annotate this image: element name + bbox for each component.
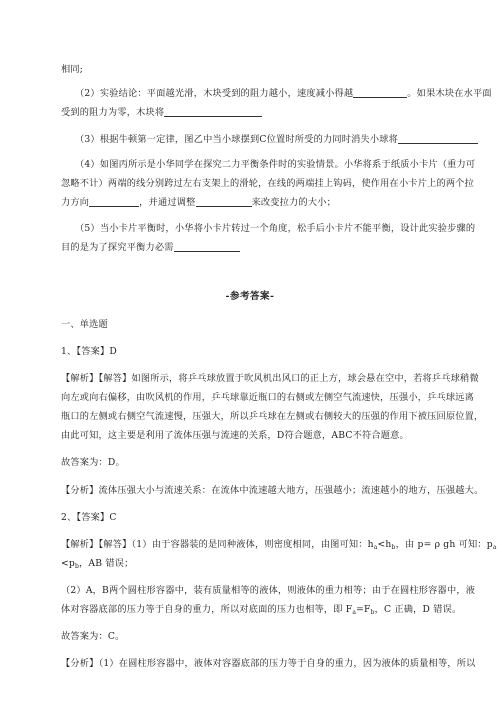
answer-1-conclusion: 故答案为：D。: [61, 457, 125, 468]
answer-blank[interactable]: [353, 86, 407, 98]
answer-1-line-3: 瓶口的左侧或右侧空气流速慢，压强大，所以乒乓球在左侧或右侧较大的压强的作用下被压回原位置，: [61, 411, 484, 422]
answer-1-line-2: 向左或向右偏移，由吹风机的作用，乒乓球靠近瓶口的右侧或左侧空气流速快，压强小，乒乓球远离: [61, 392, 475, 403]
question-3-text: （3）根据牛顿第一定律，图乙中当小球摆到C位置时所受的力同时消失小球将: [75, 134, 399, 145]
answer-blank[interactable]: [174, 240, 240, 252]
answer-2-analysis: 【分析】（1）在圆柱形容器中，液体对容器底部的压力等于自身的重力，因为液体的质量相等，所以: [61, 658, 476, 669]
subscript: a: [492, 544, 497, 551]
intro-line: 相同;: [61, 64, 84, 75]
answer-2-text-b: <h: [377, 539, 392, 550]
answer-blank[interactable]: [398, 132, 478, 144]
answer-blank[interactable]: [89, 195, 139, 207]
answer-1-analysis: 【分析】流体压强大小与流速关系：在流体中流速越大地方，压强越小；流速越小的地方，压强越大。: [61, 485, 484, 496]
question-2-text-c: 受到的阻力为零，木块将: [61, 107, 165, 118]
subscript: b: [391, 544, 396, 551]
answer-2-text-f: 体对容器底部的压力等于自身的重力，所以对底面的压力也相等，即 F: [61, 604, 353, 615]
answer-2-line-3: （2）A，B两个圆柱形容器中，装有质量相等的液体，则液体的重力相等；由于在圆柱形容器中，液: [61, 585, 476, 596]
answers-title: -参考答案-: [225, 291, 275, 302]
question-4-text-c: 来改变拉力的大小；: [251, 197, 336, 208]
answer-2-head: 2、【答案】C: [61, 512, 117, 523]
question-5-text: 目的是为了探究平衡力必需: [61, 242, 174, 253]
answer-2-text-e: ，AB 错误；: [79, 558, 134, 569]
answer-1-head: 1、【答案】D: [61, 346, 117, 357]
question-4-text-b: ，并通过调整: [139, 197, 196, 208]
question-2-line-2: [61, 103, 441, 122]
question-5-line-1: （5）当小卡片平衡时，小华将小卡片转过一个角度，松手后小卡片不能平衡，设计此实验步骤的: [75, 223, 476, 234]
question-4-line-1: （4）如图丙所示是小华同学在探究二力平衡条件时的实验情景。小华将系于纸质小卡片（重力可: [75, 159, 476, 170]
answer-blank[interactable]: [164, 105, 262, 117]
answer-2-text-h: ，C 正确，D 错误。: [374, 604, 462, 615]
subscript: a: [373, 544, 378, 551]
answer-2-line-4: [61, 600, 462, 622]
section-heading: 一、单选题: [61, 319, 108, 330]
answer-1-line-1: 【解析】【解答】如图所示，将乒乓球放置于吹风机出风口的正上方，球会悬在空中，若将乒乓球稍微: [61, 373, 479, 384]
question-4-text-a: 力方向: [61, 197, 90, 208]
question-2-text-b: 。如果木块在水平面: [407, 88, 492, 99]
answer-2-text-g: =F: [356, 604, 371, 615]
question-3-line-1: [75, 130, 455, 149]
question-5-line-2: [61, 238, 441, 257]
answer-1-line-4: 由此可知，这主要是利用了流体压强与流速的关系，D符合题意，ABC不符合题意。: [61, 430, 409, 441]
question-4-line-3: [61, 193, 441, 212]
answer-2-text-d: <p: [61, 558, 75, 569]
answer-blank[interactable]: [196, 195, 252, 207]
subscript: b: [74, 563, 80, 570]
answer-2-text-a: 【解析】【解答】（1）由于容器装的是同种液体，则密度相同，由图可知：h: [61, 539, 374, 550]
question-4-line-2: 忽略不计）两端的线分别跨过左右支架上的滑轮，在线的两端挂上钩码，使作用在小卡片上的两个拉: [61, 178, 475, 189]
question-2-line-1: [75, 84, 492, 103]
answer-2-text-c: ，由 p= ρ gh 可知：p: [395, 539, 493, 550]
answer-2-line-2: [61, 554, 441, 576]
answer-2-conclusion: 故答案为：C。: [61, 631, 125, 642]
question-2-text-a: （2）实验结论：平面越光滑，木块受到的阻力越小，速度减小得越: [75, 88, 354, 99]
subscript: a: [352, 609, 357, 616]
subscript: b: [370, 609, 375, 616]
